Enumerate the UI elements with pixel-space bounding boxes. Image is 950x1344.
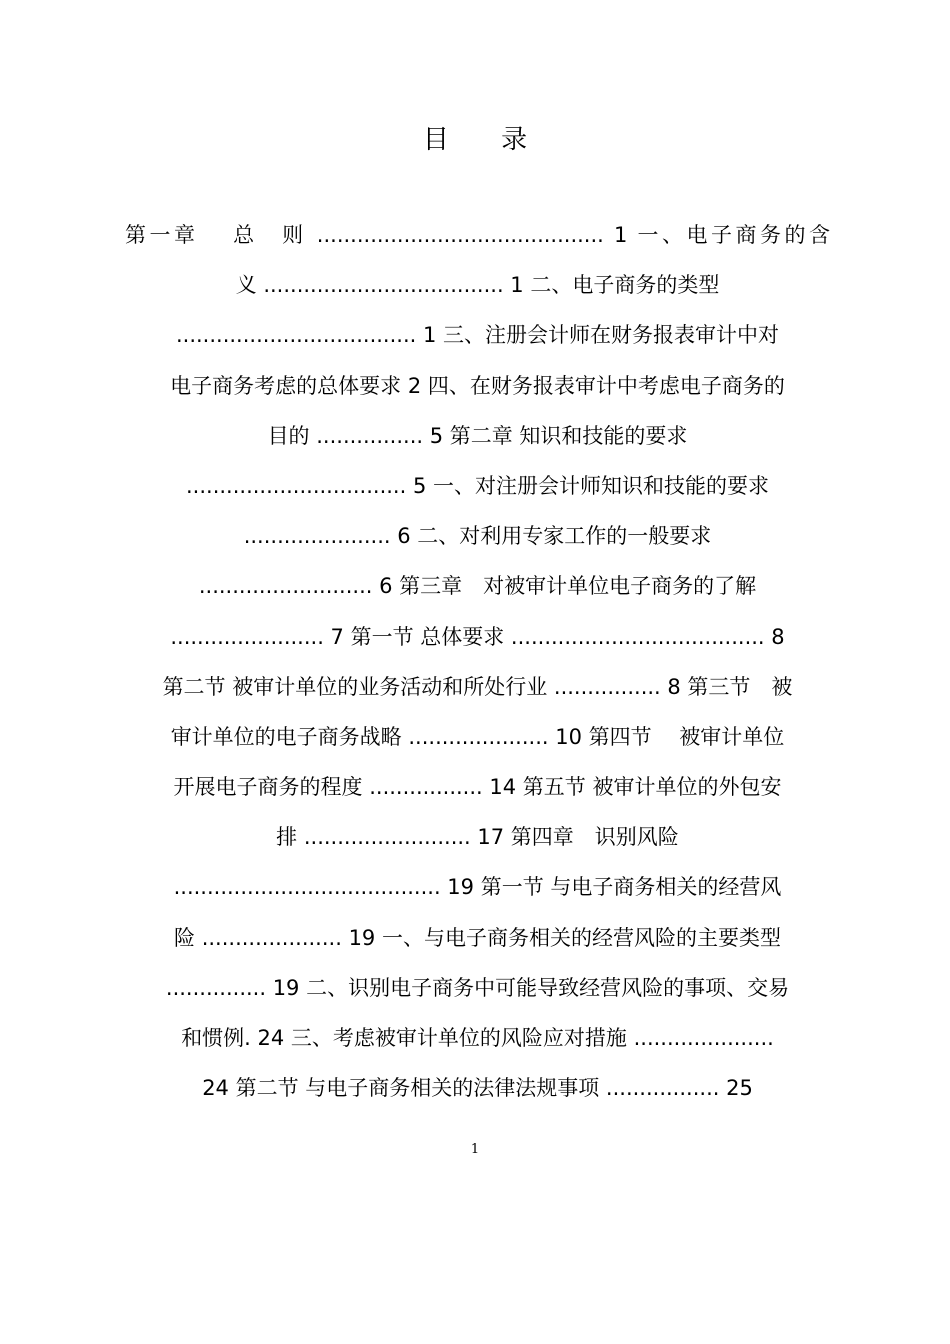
toc-line: 第一章 总 则 ........................................... 1 一、电子商务的含	[125, 223, 830, 247]
toc-line: 排 ......................... 17 第四章 识别风险	[276, 825, 679, 850]
page-title: 目 录	[422, 125, 550, 155]
toc-line: .................................... 1 三、注册会计师在财务报表审计中对	[175, 323, 780, 348]
toc-line: ........................................ 19 第一节 与电子商务相关的经营风	[173, 875, 782, 900]
toc-line: 开展电子商务的程度 ................. 14 第五节 被审计单位的外包安	[173, 775, 782, 800]
toc-line: ................................. 5 一、对注册会计师知识和技能的要求	[186, 473, 769, 498]
toc-line: ...................... 6 二、对利用专家工作的一般要求	[243, 524, 712, 549]
toc-line: 审计单位的电子商务战略 ..................... 10 第四节 被审计单位	[170, 724, 785, 749]
toc-line: 目的 ................ 5 第二章 知识和技能的要求	[267, 423, 688, 448]
toc-line: ............... 19 二、识别电子商务中可能导致经营风险的事项、交易	[165, 975, 790, 1000]
toc-line: ....................... 7 第一节 总体要求 ...................................... 8	[170, 624, 785, 649]
toc-line: 义 .................................... 1 二、电子商务的类型	[235, 273, 720, 298]
toc-line: 电子商务考虑的总体要求 2 四、在财务报表审计中考虑电子商务的	[170, 373, 785, 398]
toc-line: 第二节 被审计单位的业务活动和所处行业 ................ 8 第三节 被	[162, 674, 793, 699]
table-of-contents	[125, 215, 830, 1118]
page-number: 1	[470, 1142, 480, 1157]
toc-line: 和惯例. 24 三、考虑被审计单位的风险应对措施 .....................	[181, 1026, 774, 1050]
toc-line: 24 第二节 与电子商务相关的法律法规事项 ................. 25	[202, 1076, 753, 1101]
toc-line: 险 ..................... 19 一、与电子商务相关的经营风险的主要类型	[174, 925, 781, 950]
toc-line: .......................... 6 第三章 对被审计单位电子商务的了解	[198, 574, 757, 599]
